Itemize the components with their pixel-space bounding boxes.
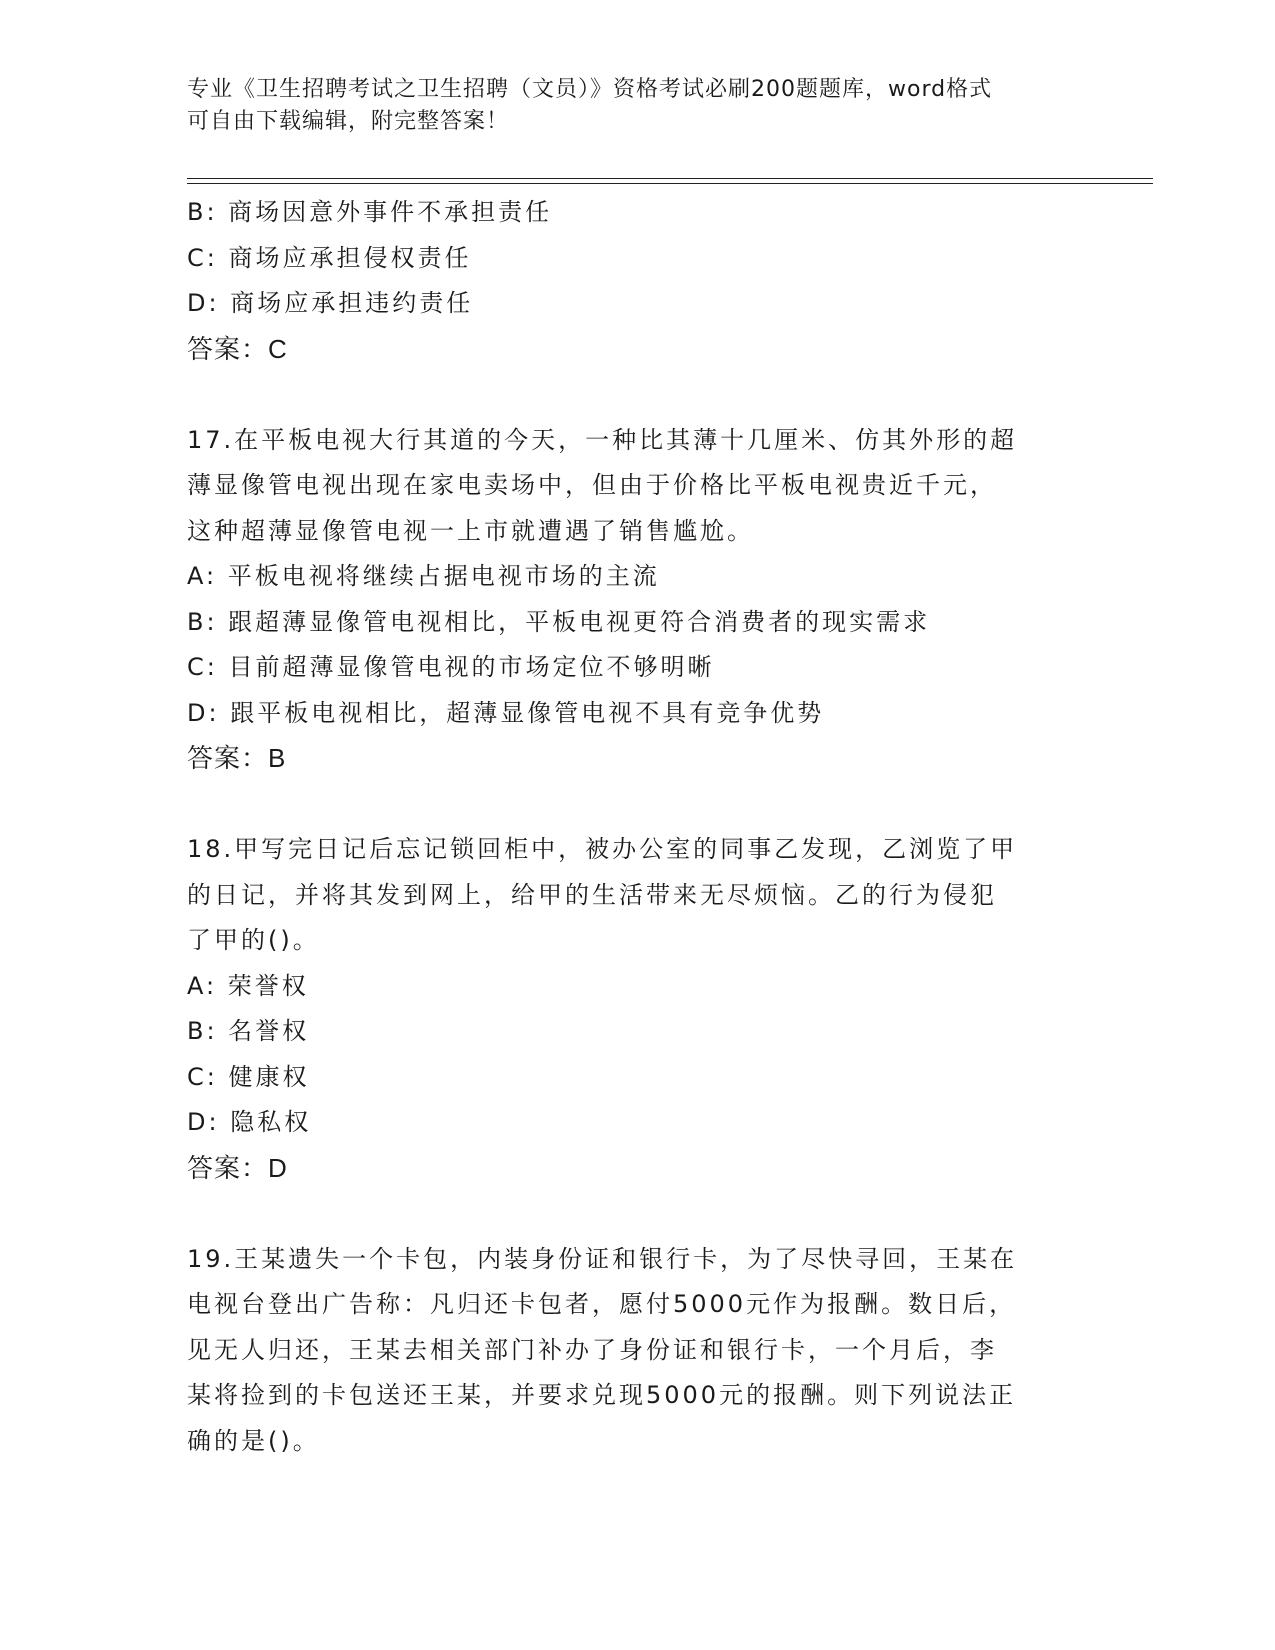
header-divider-bottom <box>187 183 1153 184</box>
option-b: B: 跟超薄显像管电视相比，平板电视更符合消费者的现实需求 <box>187 607 931 636</box>
option-a: A: 荣誉权 <box>187 971 309 1000</box>
answer: 答案：D <box>187 1152 288 1183</box>
question-stem-line: 确的是()。 <box>187 1426 320 1455</box>
option-a: A: 平板电视将继续占据电视市场的主流 <box>187 562 660 590</box>
question-stem-line: 了甲的()。 <box>187 926 320 954</box>
question-content <box>187 190 1087 1464</box>
option-d: D: 隐私权 <box>187 1108 312 1136</box>
spacer <box>187 782 1087 828</box>
header-divider-top <box>187 178 1153 179</box>
question-19 <box>187 1237 1087 1465</box>
header-title-line-1: 专业《卫生招聘考试之卫生招聘（文员）》资格考试必刷200题题库，word格式 <box>187 77 993 102</box>
spacer <box>187 1191 1087 1237</box>
question-stem-line: 18.甲写完日记后忘记锁回柜中，被办公室的同事乙发现，乙浏览了甲 <box>187 835 1018 863</box>
question-stem-line: 电视台登出广告称：凡归还卡包者，愿付5000元作为报酬。数日后， <box>187 1290 1017 1318</box>
question-17 <box>187 418 1087 782</box>
question-stem-line: 19.王某遗失一个卡包，内装身份证和银行卡，为了尽快寻回，王某在 <box>187 1244 1018 1273</box>
question-16-continued <box>187 190 1087 372</box>
question-stem-line: 薄显像管电视出现在家电卖场中，但由于价格比平板电视贵近千元， <box>187 471 997 499</box>
question-stem-line: 17.在平板电视大行其道的今天，一种比其薄十几厘米、仿其外形的超 <box>187 425 1018 454</box>
document-header <box>187 74 1067 138</box>
option-c: C: 健康权 <box>187 1062 310 1091</box>
option-b: B: 名誉权 <box>187 1017 310 1045</box>
question-stem-line: 某将捡到的卡包送还王某，并要求兑现5000元的报酬。则下列说法正 <box>187 1381 1017 1409</box>
option-d: D: 跟平板电视相比，超薄显像管电视不具有竞争优势 <box>187 698 825 727</box>
answer: 答案：C <box>187 333 288 364</box>
question-18 <box>187 827 1087 1191</box>
option-c: C: 商场应承担侵权责任 <box>187 243 472 272</box>
option-c: C: 目前超薄显像管电视的市场定位不够明晰 <box>187 653 715 681</box>
option-d: D: 商场应承担违约责任 <box>187 289 474 317</box>
option-b: B: 商场因意外事件不承担责任 <box>187 198 553 226</box>
question-stem-line: 这种超薄显像管电视一上市就遭遇了销售尴尬。 <box>187 516 754 545</box>
question-stem-line: 见无人归还，王某去相关部门补办了身份证和银行卡，一个月后，李 <box>187 1335 997 1364</box>
spacer <box>187 372 1087 418</box>
answer: 答案：B <box>187 743 287 773</box>
question-stem-line: 的日记，并将其发到网上，给甲的生活带来无尽烦恼。乙的行为侵犯 <box>187 880 997 909</box>
header-title-line-2: 可自由下载编辑，附完整答案！ <box>187 109 510 134</box>
